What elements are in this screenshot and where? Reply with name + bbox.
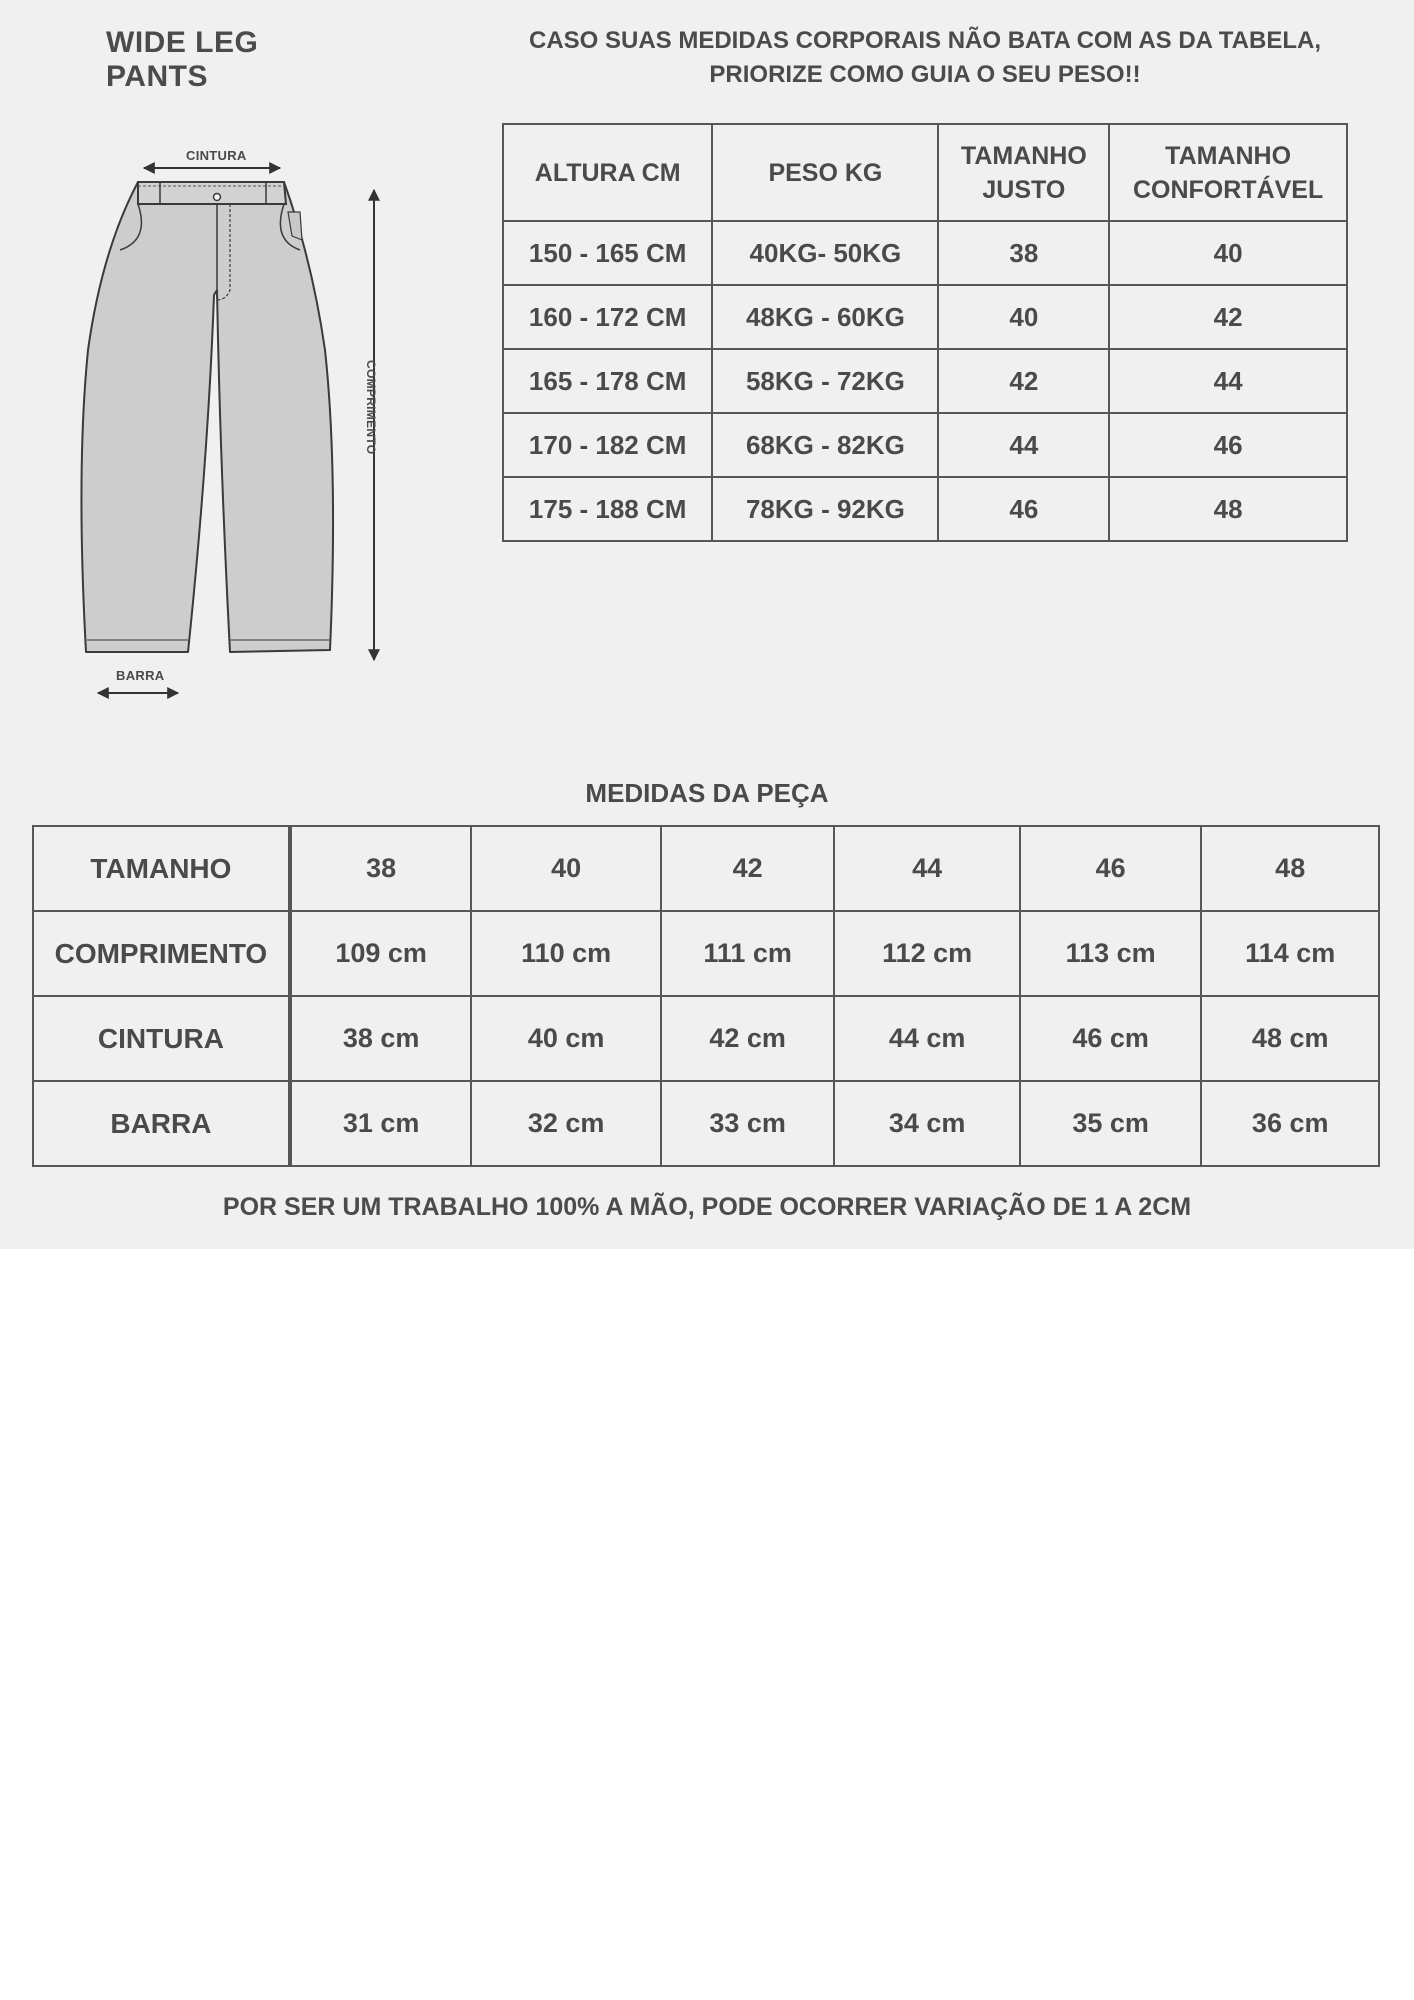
cell-altura: 165 - 178 CM: [503, 349, 712, 413]
cell-justo: 40: [938, 285, 1109, 349]
hem-label: BARRA: [116, 668, 165, 683]
table-row: [33, 826, 1379, 911]
cell-barra: 33 cm: [661, 1081, 835, 1166]
cell-confortavel: 40: [1109, 221, 1347, 285]
header-justo-line-1: TAMANHO: [960, 141, 1087, 170]
cell-justo: 44: [938, 413, 1109, 477]
table-row: [33, 911, 1379, 996]
cell-comprimento: 110 cm: [471, 911, 660, 996]
waist-label: CINTURA: [186, 148, 247, 163]
cell-peso: 68KG - 82KG: [712, 413, 938, 477]
cell-justo: 42: [938, 349, 1109, 413]
cell-peso: 58KG - 72KG: [712, 349, 938, 413]
table-row: [503, 477, 1347, 541]
cell-size: 44: [834, 826, 1020, 911]
top-note-line-1: CASO SUAS MEDIDAS CORPORAIS NÃO BATA COM AS DA TABELA,: [528, 27, 1321, 54]
measurements-table: [32, 825, 1380, 1167]
cell-altura: 160 - 172 CM: [503, 285, 712, 349]
cell-size: 40: [471, 826, 660, 911]
header-altura: ALTURA CM: [503, 124, 712, 221]
cell-justo: 38: [938, 221, 1109, 285]
cell-cintura: 40 cm: [471, 996, 660, 1081]
cell-confortavel: 48: [1109, 477, 1347, 541]
button: [214, 194, 221, 201]
cell-barra: 36 cm: [1201, 1081, 1379, 1166]
cell-comprimento: 113 cm: [1020, 911, 1202, 996]
cell-size: 48: [1201, 826, 1379, 911]
cell-altura: 175 - 188 CM: [503, 477, 712, 541]
table-row: [503, 285, 1347, 349]
top-note-line-2: PRIORIZE COMO GUIA O SEU PESO!!: [709, 61, 1141, 88]
section-title: MEDIDAS DA PEÇA: [585, 778, 829, 808]
cell-comprimento: 111 cm: [661, 911, 835, 996]
cell-confortavel: 44: [1109, 349, 1347, 413]
header-tamanho-confortavel: [1109, 124, 1347, 221]
page-title: WIDE LEG PANTS: [106, 26, 259, 93]
header-conf-line-2: CONFORTÁVEL: [1132, 175, 1324, 204]
size-guide-table: [502, 123, 1348, 542]
cell-cintura: 44 cm: [834, 996, 1020, 1081]
top-note: [490, 24, 1360, 92]
cell-confortavel: 46: [1109, 413, 1347, 477]
cell-barra: 35 cm: [1020, 1081, 1202, 1166]
cell-comprimento: 109 cm: [290, 911, 472, 996]
cell-barra: 34 cm: [834, 1081, 1020, 1166]
cell-cintura: 42 cm: [661, 996, 835, 1081]
cell-size: 46: [1020, 826, 1202, 911]
row-label-barra: BARRA: [33, 1081, 290, 1166]
header-justo-line-2: JUSTO: [982, 175, 1066, 204]
cell-confortavel: 42: [1109, 285, 1347, 349]
row-label-cintura: CINTURA: [33, 996, 290, 1081]
table-row: [33, 1081, 1379, 1166]
cell-size: 42: [661, 826, 835, 911]
cell-comprimento: 114 cm: [1201, 911, 1379, 996]
table-row: [503, 221, 1347, 285]
bottom-note: POR SER UM TRABALHO 100% A MÃO, PODE OCORRER VARIAÇÃO DE 1 A 2CM: [222, 1193, 1192, 1221]
size-guide-header-row: [503, 124, 1347, 221]
cell-barra: 31 cm: [290, 1081, 472, 1166]
pants-body: [81, 182, 333, 652]
cell-cintura: 38 cm: [290, 996, 472, 1081]
cell-peso: 40KG- 50KG: [712, 221, 938, 285]
cell-peso: 48KG - 60KG: [712, 285, 938, 349]
row-label-tamanho: TAMANHO: [33, 826, 290, 911]
cell-size: 38: [290, 826, 472, 911]
cell-altura: 150 - 165 CM: [503, 221, 712, 285]
cell-altura: 170 - 182 CM: [503, 413, 712, 477]
length-label: COMPRIMENTO: [364, 360, 378, 455]
table-row: [33, 996, 1379, 1081]
cell-barra: 32 cm: [471, 1081, 660, 1166]
cell-justo: 46: [938, 477, 1109, 541]
table-row: [503, 349, 1347, 413]
cell-peso: 78KG - 92KG: [712, 477, 938, 541]
row-label-comprimento: COMPRIMENTO: [33, 911, 290, 996]
cell-cintura: 46 cm: [1020, 996, 1202, 1081]
header-tamanho-justo: [938, 124, 1109, 221]
cell-comprimento: 112 cm: [834, 911, 1020, 996]
table-row: [503, 413, 1347, 477]
header-conf-line-1: TAMANHO: [1165, 141, 1292, 170]
header-peso: PESO KG: [712, 124, 938, 221]
cell-cintura: 48 cm: [1201, 996, 1379, 1081]
